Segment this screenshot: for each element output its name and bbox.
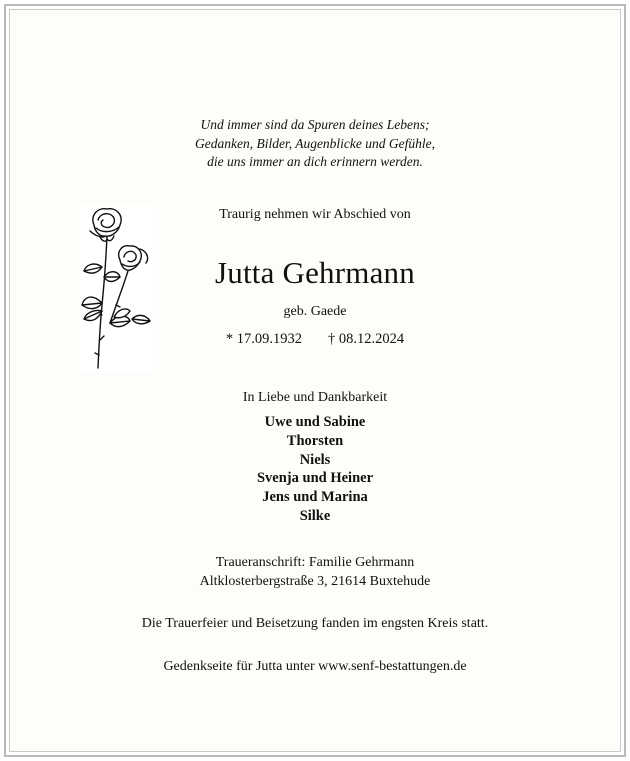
family-member: Thorsten — [286, 432, 344, 449]
family-member: Uwe und Sabine — [264, 414, 366, 430]
address-line: Altklosterbergstraße 3, 21614 Buxtehude — [199, 574, 431, 589]
family-member: Jens und Marina — [262, 489, 368, 506]
family-members — [0, 413, 630, 526]
memorial-page-note: Gedenkseite für Jutta unter www.senf-bestattungen.de — [163, 659, 467, 674]
ceremony-note: Die Trauerfeier und Beisetzung fanden im engsten Kreis statt. — [141, 616, 489, 631]
poem-line: Und immer sind da Spuren deines Lebens; — [200, 117, 430, 132]
death-date: † 08.12.2024 — [328, 331, 405, 347]
birth-date: * 17.09.1932 — [225, 331, 302, 347]
poem — [0, 116, 630, 172]
mourning-address — [0, 553, 630, 591]
family-member: Silke — [299, 507, 331, 524]
poem-line: Gedanken, Bilder, Augenblicke und Gefühle, — [194, 135, 436, 151]
address-line: Traueranschrift: Familie Gehrmann — [215, 555, 415, 570]
maiden-name: geb. Gaede — [283, 304, 347, 319]
family-member: Niels — [299, 451, 331, 468]
deceased-name: Jutta Gehrmann — [215, 255, 415, 290]
life-dates — [0, 331, 630, 348]
farewell-intro: Traurig nehmen wir Abschied von — [219, 207, 411, 222]
family-member: Svenja und Heiner — [256, 470, 373, 487]
family-intro: In Liebe und Dankbarkeit — [242, 390, 388, 405]
poem-line: die uns immer an dich erinnern werden. — [207, 154, 423, 169]
